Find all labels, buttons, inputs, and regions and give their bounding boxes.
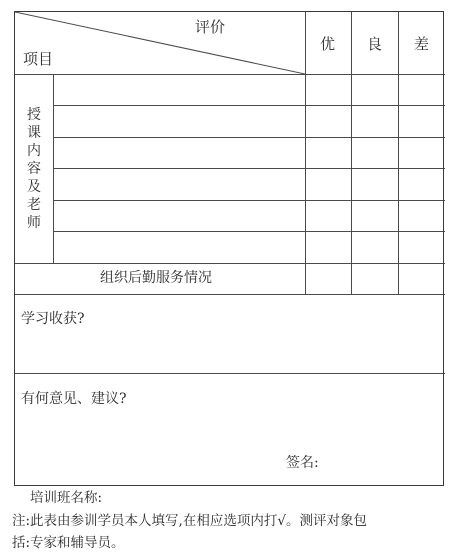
- evaluation-form-table: [14, 11, 444, 486]
- item-label: 项目: [23, 50, 54, 68]
- logistics-label: 组织后勤服务情况: [100, 270, 212, 286]
- row-line: [53, 231, 445, 232]
- question-suggestions: 有何意见、建议?: [21, 391, 127, 407]
- row-line: [53, 200, 445, 201]
- evaluation-label: 评价: [195, 18, 226, 36]
- signature-label: 签名:: [286, 455, 319, 471]
- questions-divider: [15, 373, 445, 374]
- note-line-2: 括:专家和辅导员。: [12, 535, 125, 551]
- col-divider-1: [305, 12, 306, 294]
- col-divider-2: [351, 12, 352, 294]
- row-line: [53, 168, 445, 169]
- row-line: [53, 105, 445, 106]
- col-divider-3: [398, 12, 399, 294]
- rating-good: 良: [367, 35, 383, 53]
- rating-excellent: 优: [320, 35, 336, 53]
- header-diagonal: [15, 12, 305, 74]
- rating-poor: 差: [414, 35, 430, 53]
- row-line: [53, 137, 445, 138]
- question-gains: 学习收获?: [21, 311, 85, 327]
- class-name-label: 培训班名称:: [30, 490, 103, 506]
- logistics-top-line: [15, 263, 445, 264]
- header-divider: [15, 74, 445, 75]
- note-line-1: 注:此表由参训学员本人填写,在相应选项内打√。测评对象包: [12, 513, 367, 529]
- logistics-bottom-line: [15, 294, 445, 295]
- section-label-teaching: 授课内容及老师: [27, 107, 41, 231]
